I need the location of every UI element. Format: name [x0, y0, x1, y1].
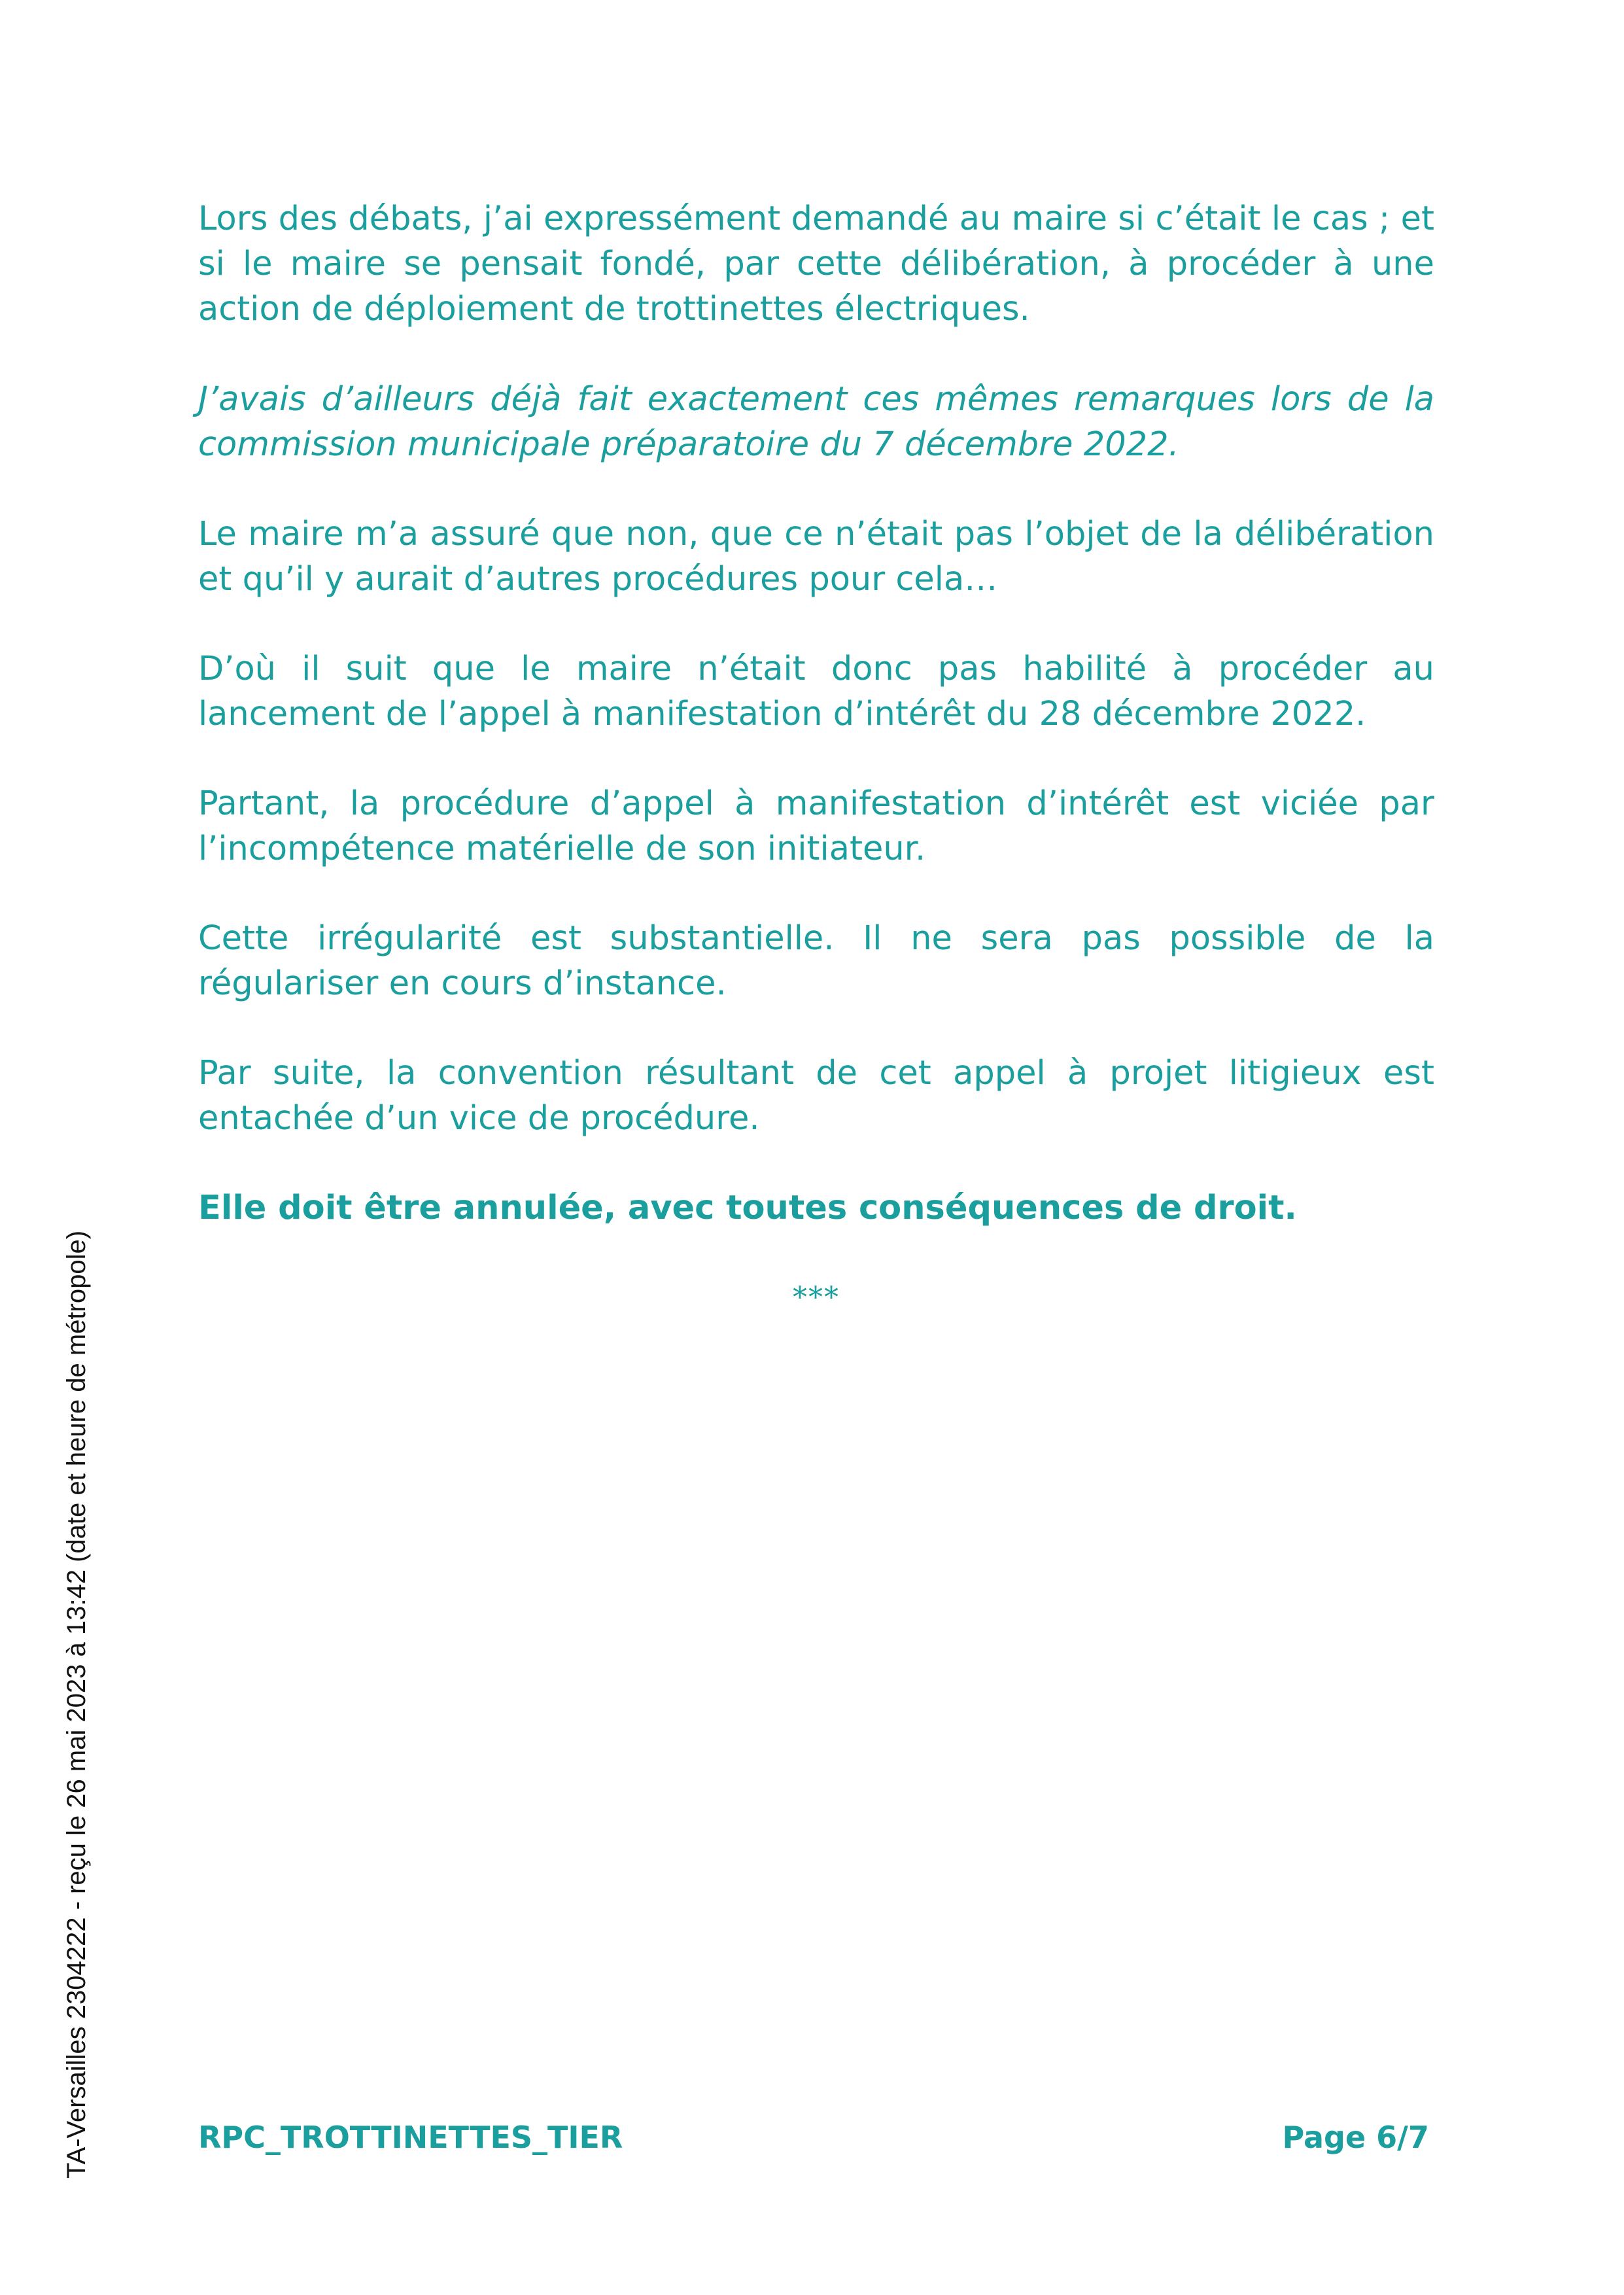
section-separator: ***	[793, 1281, 840, 1314]
footer-page-number: Page 6/7	[1282, 2120, 1429, 2155]
paragraph-commission-remarks: J’avais d’ailleurs déjà fait exactement ces mêmes remarques lors de la commission municipale préparatoire du 7 décembre 2022.	[198, 380, 1434, 464]
paragraph-mayor-answer: Le maire m’a assuré que non, que ce n’était pas l’objet de la délibération et qu’il y aurait d’autres procédures pour cela…	[198, 515, 1434, 599]
paragraph-substantial-irregularity: Cette irrégularité est substantielle. Il ne sera pas possible de la régulariser en cours d’instance.	[198, 919, 1434, 1003]
paragraph-conclusion: Elle doit être annulée, avec toutes conséquences de droit.	[198, 1189, 1297, 1227]
paragraph-not-authorized: D’où il suit que le maire n’était donc pas habilité à procéder au lancement de l’appel à manifestation d’intérêt du 28 décembre 2022.	[198, 650, 1434, 733]
paragraph-debates: Lors des débats, j’ai expressément demandé au maire si c’était le cas ; et si le maire se pensait fondé, par cette délibération, à procéder à une action de déploiement de trottinettes électriques.	[198, 200, 1434, 328]
footer-document-id: RPC_TROTTINETTES_TIER	[198, 2120, 623, 2155]
paragraph-procedure-vitiated: Partant, la procédure d’appel à manifestation d’intérêt est viciée par l’incompétence matérielle de son initiateur.	[198, 784, 1434, 868]
paragraph-convention-defect: Par suite, la convention résultant de cet appel à projet litigieux est entachée d’un vice de procédure.	[198, 1054, 1434, 1138]
court-receipt-stamp: TA-Versailles 2304222 - reçu le 26 mai 2023 à 13:42 (date et heure de métropole)	[62, 1230, 91, 2179]
